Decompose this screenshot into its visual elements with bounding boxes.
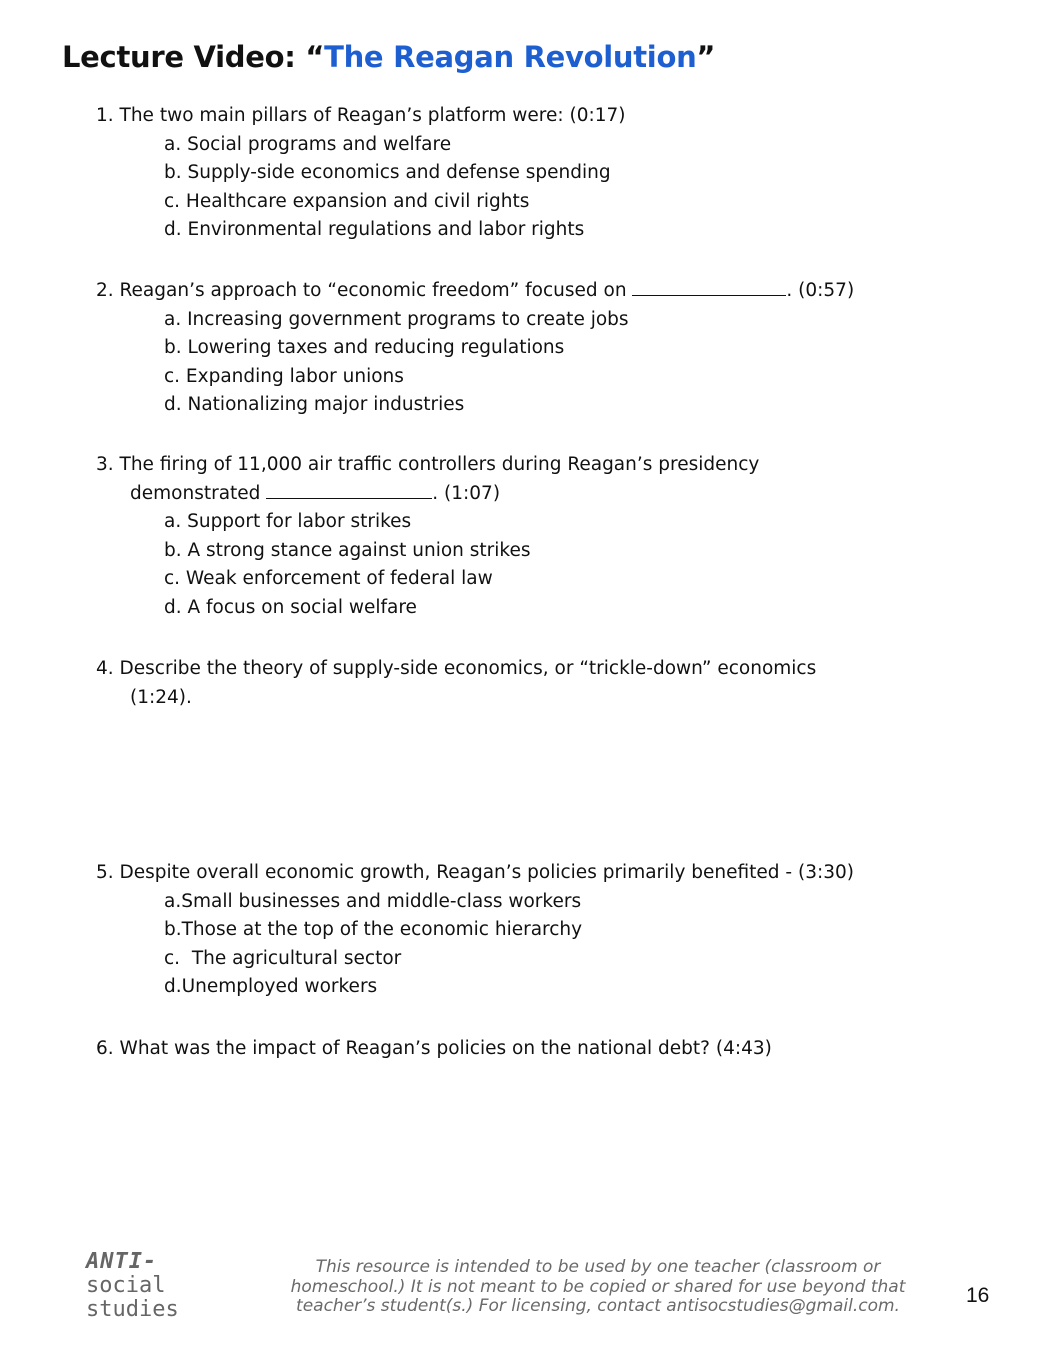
question-3-stem-line2: [130, 480, 759, 509]
page-number: 16: [966, 1284, 990, 1307]
question-1-stem: 1. The two main pillars of Reagan’s platform were: (0:17): [96, 105, 626, 126]
question-2-option-b: b. Lowering taxes and reducing regulations: [164, 337, 565, 358]
license-notice: [262, 1258, 934, 1317]
question-6: [96, 1035, 772, 1064]
question-6-stem: 6. What was the impact of Reagan’s policies on the national debt? (4:43): [96, 1038, 772, 1059]
question-1: [96, 102, 625, 245]
question-3-option-b: b. A strong stance against union strikes: [164, 539, 531, 561]
logo-line-2: social: [86, 1273, 166, 1298]
question-1-option-b: b. Supply-side economics and defense spending: [164, 162, 611, 183]
question-2-stem-after: . (0:57): [786, 280, 855, 301]
answer-blank[interactable]: [632, 279, 786, 296]
question-5-option-a: a.Small businesses and middle-class workers: [164, 890, 582, 912]
question-3-stem2-after: . (1:07): [432, 482, 501, 504]
question-2-option-d: d. Nationalizing major industries: [164, 394, 465, 415]
question-5: [96, 859, 854, 1002]
question-3-stem: 3. The firing of 11,000 air traffic controllers during Reagan’s presidency: [96, 454, 760, 475]
question-2: [96, 277, 854, 420]
question-1-option-a: a. Social programs and welfare: [164, 133, 452, 155]
title-suffix: ”: [696, 40, 716, 74]
title-highlight: The Reagan Revolution: [324, 40, 697, 74]
question-2-stem-before: 2. Reagan’s approach to “economic freedom” focused on: [96, 280, 633, 301]
question-3-stem2-before: demonstrated: [130, 482, 267, 504]
license-notice-line-3: teacher’s student(s.) For licensing, contact antisocstudies@gmail.com.: [296, 1296, 900, 1316]
title-prefix: Lecture Video: “: [62, 40, 325, 74]
question-5-option-b: b.Those at the top of the economic hierarchy: [164, 919, 583, 940]
logo-line-1: ANTI-: [86, 1249, 158, 1274]
question-4-stem: 4. Describe the theory of supply-side economics, or “trickle-down” economics: [96, 658, 817, 679]
question-3-option-a: a. Support for labor strikes: [164, 511, 412, 532]
question-3-option-c: c. Weak enforcement of federal law: [164, 568, 493, 589]
question-3-option-d: d. A focus on social welfare: [164, 596, 417, 618]
question-5-option-c: c. The agricultural sector: [164, 947, 402, 969]
question-1-option-d: d. Environmental regulations and labor rights: [164, 219, 585, 240]
question-5-option-d: d.Unemployed workers: [164, 976, 378, 997]
question-1-option-c: c. Healthcare expansion and civil rights: [164, 190, 530, 212]
question-4: [96, 655, 816, 712]
license-notice-line-2: homeschool.) It is not meant to be copied or shared for use beyond that: [290, 1276, 906, 1297]
answer-blank[interactable]: [266, 482, 432, 499]
question-2-option-c: c. Expanding labor unions: [164, 365, 404, 387]
logo-line-3: studies: [86, 1297, 179, 1322]
question-3: [96, 451, 759, 622]
license-notice-line-1: This resource is intended to be used by one teacher (classroom or: [315, 1257, 881, 1277]
page-title: [62, 40, 715, 74]
question-4-stem-line2: (1:24).: [130, 686, 192, 708]
anti-social-studies-logo: [86, 1250, 179, 1322]
question-5-stem: 5. Despite overall economic growth, Reagan’s policies primarily benefited - (3:30): [96, 862, 854, 883]
question-2-stem: [96, 277, 854, 306]
question-2-option-a: a. Increasing government programs to create jobs: [164, 308, 629, 330]
